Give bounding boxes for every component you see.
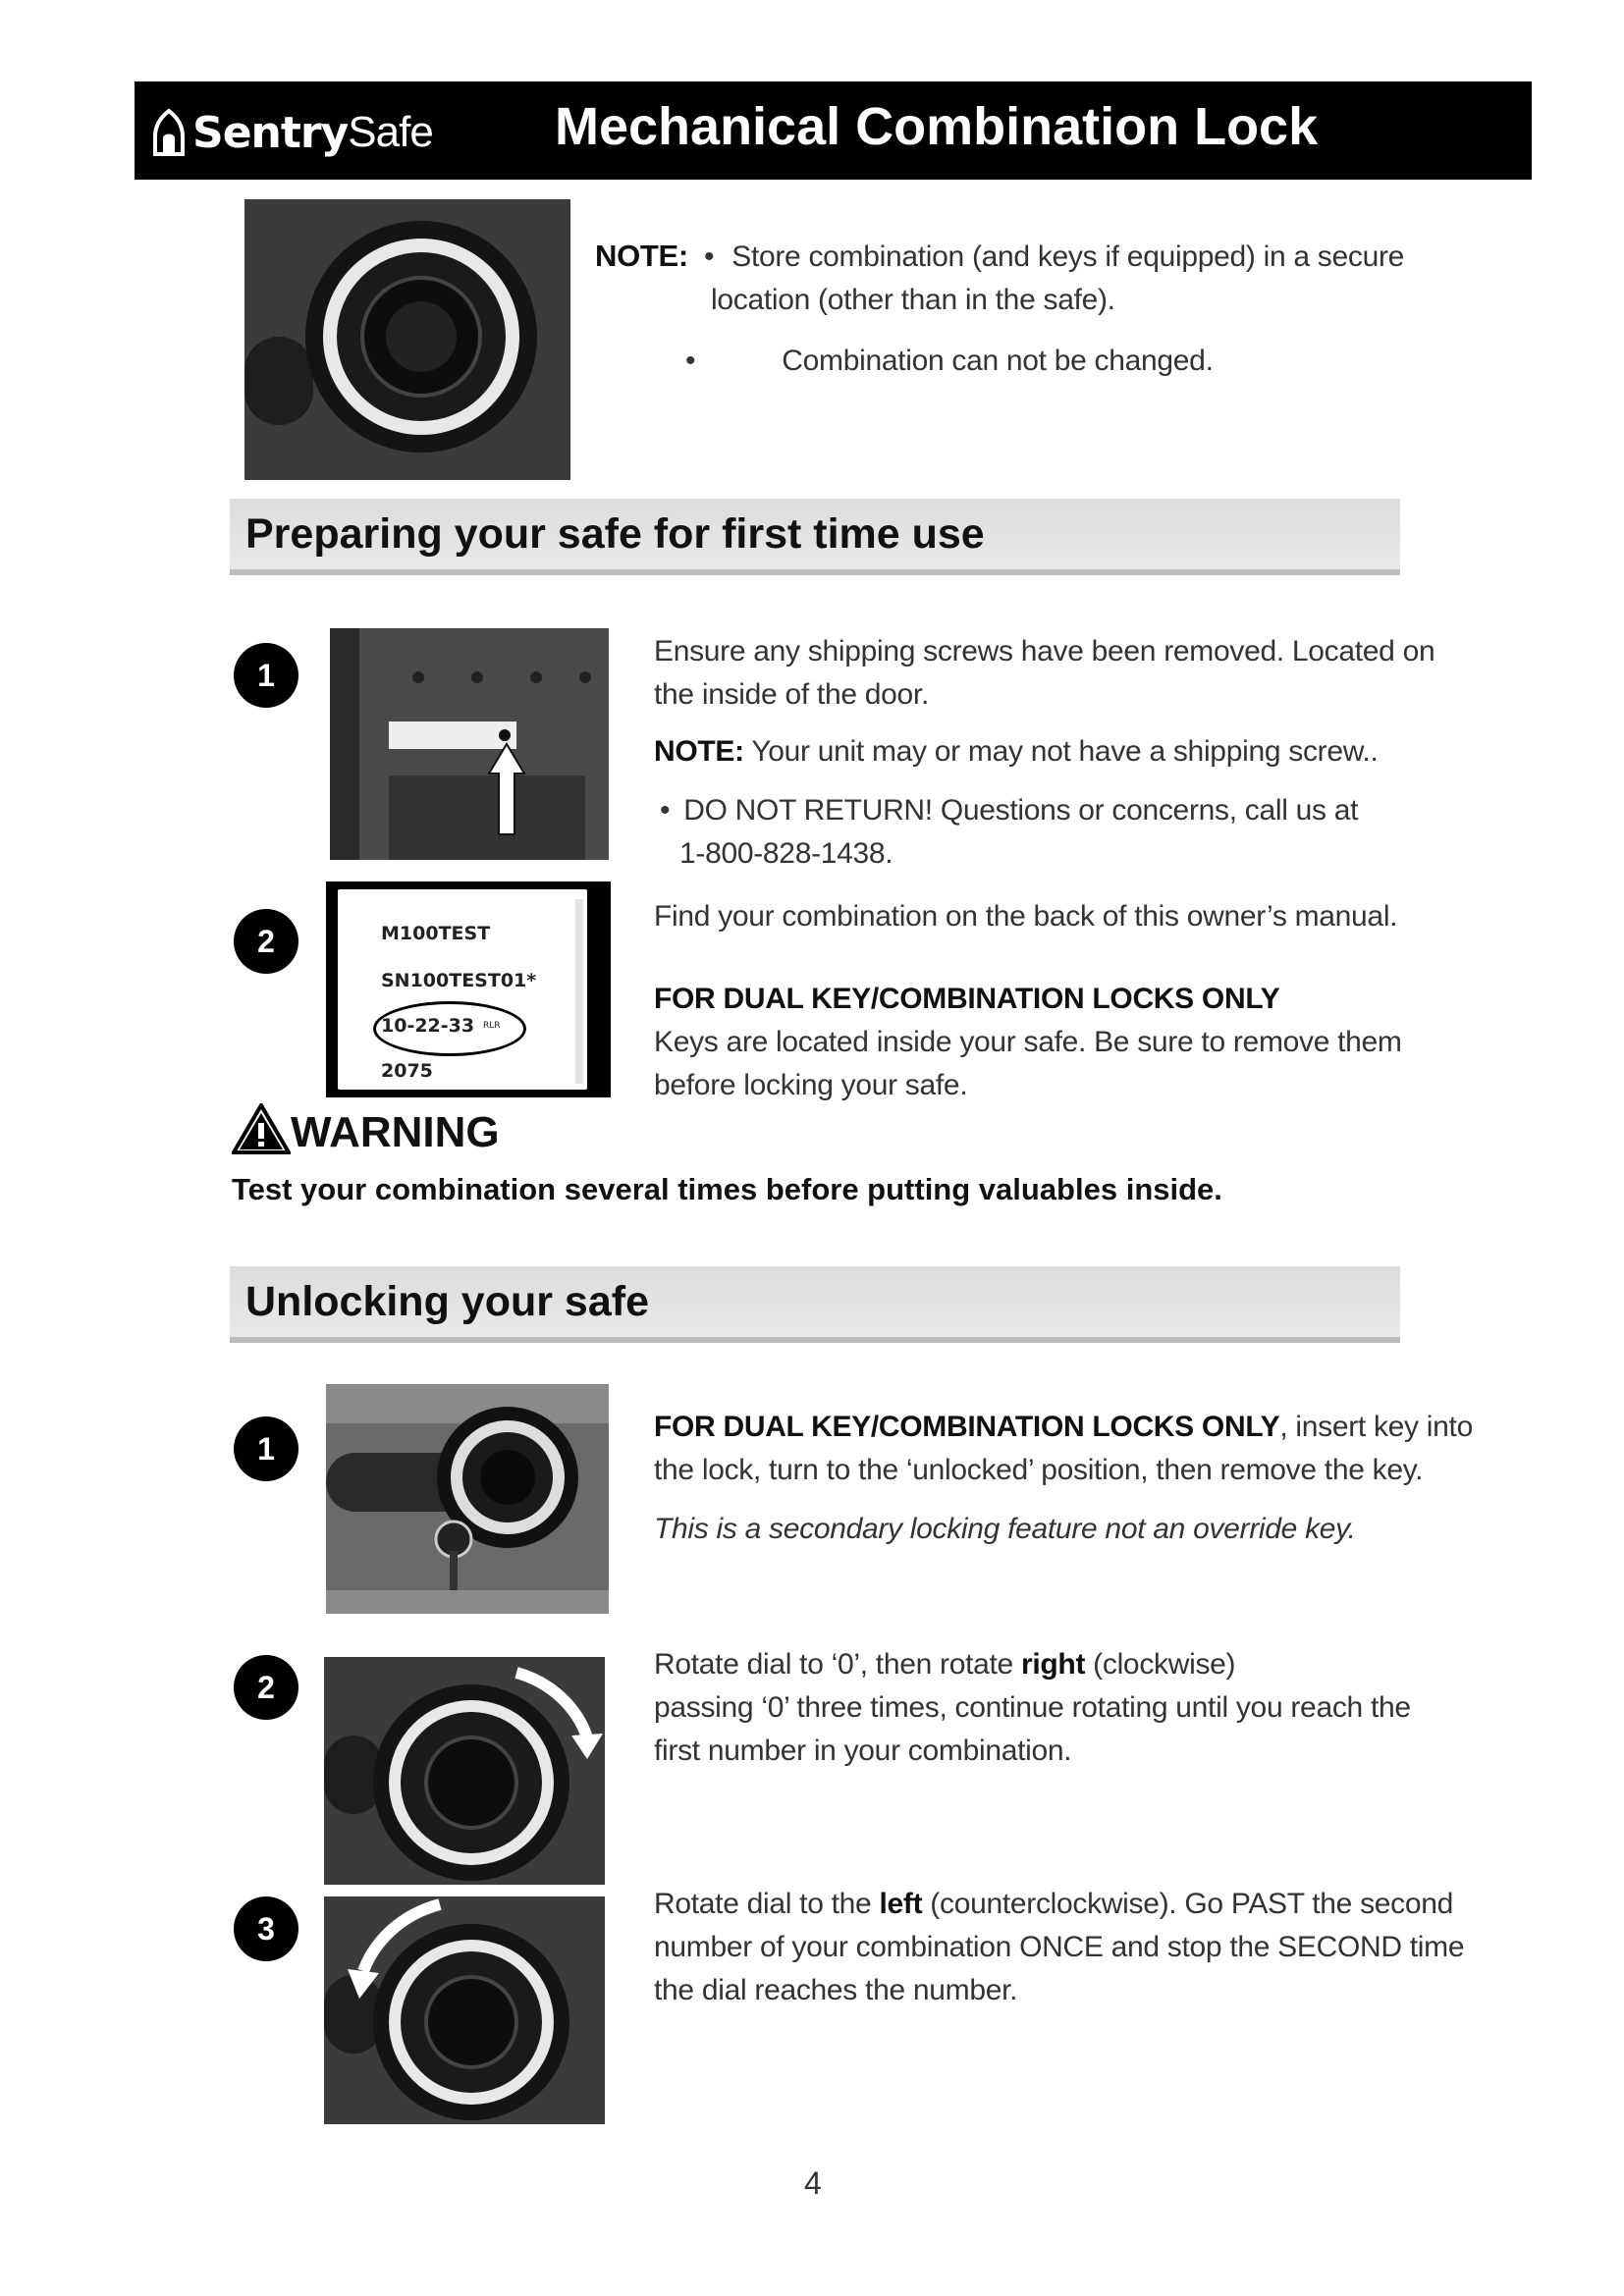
step-bullet-1: 1 xyxy=(234,643,298,708)
dual-lock-heading: FOR DUAL KEY/COMBINATION LOCKS ONLY xyxy=(654,983,1280,1015)
prepare-note-label: NOTE: xyxy=(654,735,744,768)
unlock-step2-line3: first number in your combination. xyxy=(654,1735,1072,1767)
note-bullet1-line2: location (other than in the safe). xyxy=(711,284,1115,316)
dual-lock-line2: before locking your safe. xyxy=(654,1069,968,1101)
brand-name-rest: Safe xyxy=(348,108,433,156)
section-unlocking xyxy=(230,1266,1400,1343)
unlock-step1-italic: This is a secondary locking feature not an override key. xyxy=(654,1513,1356,1545)
prepare-step2-line: Find your combination on the back of this owner’s manual. xyxy=(654,900,1398,933)
section-title-preparing: Preparing your safe for first time use xyxy=(245,510,985,558)
dial-clockwise-illustration xyxy=(324,1657,605,1885)
label-combination-suffix: RLR xyxy=(483,1021,501,1031)
unlock-step1-bold: FOR DUAL KEY/COMBINATION LOCKS ONLY xyxy=(654,1411,1280,1443)
warning-block xyxy=(232,1103,500,1154)
page-number: 4 xyxy=(804,2165,822,2201)
section-preparing xyxy=(230,499,1400,575)
brand-name-bold: Sentry xyxy=(192,107,349,158)
bullet: • xyxy=(660,794,671,827)
unlock-step1-text xyxy=(654,1406,1473,1551)
section-title-unlocking: Unlocking your safe xyxy=(245,1278,649,1325)
note-bullet2: Combination can not be changed. xyxy=(782,345,1214,377)
label-serial: SN100TEST01* xyxy=(381,970,537,991)
warning-text: Test your combination several times before putting valuables inside. xyxy=(232,1172,1222,1206)
label-combination: 10-22-33 xyxy=(381,1015,475,1037)
unlock-step3-pre: Rotate dial to the xyxy=(654,1888,880,1920)
label-model: M100TEST xyxy=(381,923,491,944)
key-lock-illustration xyxy=(326,1384,609,1614)
dial-right-photo xyxy=(324,1657,605,1885)
unlock-step2-line2: passing ‘0’ three times, continue rotating until you reach the xyxy=(654,1691,1411,1724)
unlock-step1-line2: the lock, turn to the ‘unlocked’ position, then remove the key. xyxy=(654,1454,1424,1486)
unlock-step3-line3: the dial reaches the number. xyxy=(654,1974,1018,2006)
warning-label: WARNING xyxy=(291,1108,500,1156)
prepare-step1-text xyxy=(654,630,1435,876)
key-lock-photo xyxy=(326,1384,609,1614)
dial-photo xyxy=(244,199,570,480)
label-code: 2075 xyxy=(381,1060,433,1082)
unlock-step-bullet-2: 2 xyxy=(234,1655,298,1720)
page-title: Mechanical Combination Lock xyxy=(555,97,1319,156)
top-note xyxy=(595,235,1404,383)
do-not-return-line1: DO NOT RETURN! Questions or concerns, call us at xyxy=(683,794,1359,827)
bullet: • xyxy=(685,345,696,377)
dial-left-photo xyxy=(324,1896,605,2124)
unlock-step3-bold: left xyxy=(879,1888,923,1920)
unlock-step3-post: (counterclockwise). Go PAST the second xyxy=(922,1888,1454,1920)
note-bullet1-line1: Store combination (and keys if equipped) in a secure xyxy=(731,240,1405,273)
unlock-step2-pre: Rotate dial to ‘0’, then rotate xyxy=(654,1648,1021,1681)
shield-logo-icon xyxy=(149,107,189,158)
unlock-step2-post: (clockwise) xyxy=(1085,1648,1236,1681)
prepare-note-text: Your unit may or may not have a shipping screw.. xyxy=(751,735,1379,768)
prepare-step1-line1: Ensure any shipping screws have been removed. Located on xyxy=(654,635,1435,667)
combination-dial-illustration xyxy=(244,199,570,480)
warning-triangle-icon xyxy=(232,1103,291,1154)
note-label: NOTE: xyxy=(595,239,688,273)
prepare-step1-line2: the inside of the door. xyxy=(654,678,929,711)
dual-lock-line1: Keys are located inside your safe. Be sure to remove them xyxy=(654,1026,1402,1058)
combination-label-card xyxy=(326,881,611,1097)
unlock-step-bullet-1: 1 xyxy=(234,1416,298,1481)
unlock-step2-text xyxy=(654,1643,1411,1773)
shipping-screw-photo xyxy=(330,628,609,860)
shipping-screw-illustration xyxy=(330,628,609,860)
unlock-step1-rest: , insert key into xyxy=(1279,1411,1473,1443)
do-not-return-line2: 1-800-828-1438. xyxy=(679,837,893,870)
sentrysafe-logo xyxy=(149,101,433,164)
step-bullet-2: 2 xyxy=(234,909,298,974)
unlock-step-bullet-3: 3 xyxy=(234,1896,298,1961)
prepare-step2-text xyxy=(654,895,1402,1107)
bullet: • xyxy=(703,240,715,273)
unlock-step3-text xyxy=(654,1883,1464,2012)
unlock-step3-line2: number of your combination ONCE and stop the SECOND time xyxy=(654,1931,1465,1963)
unlock-step2-bold: right xyxy=(1020,1648,1086,1681)
dial-counterclockwise-illustration xyxy=(324,1896,605,2124)
